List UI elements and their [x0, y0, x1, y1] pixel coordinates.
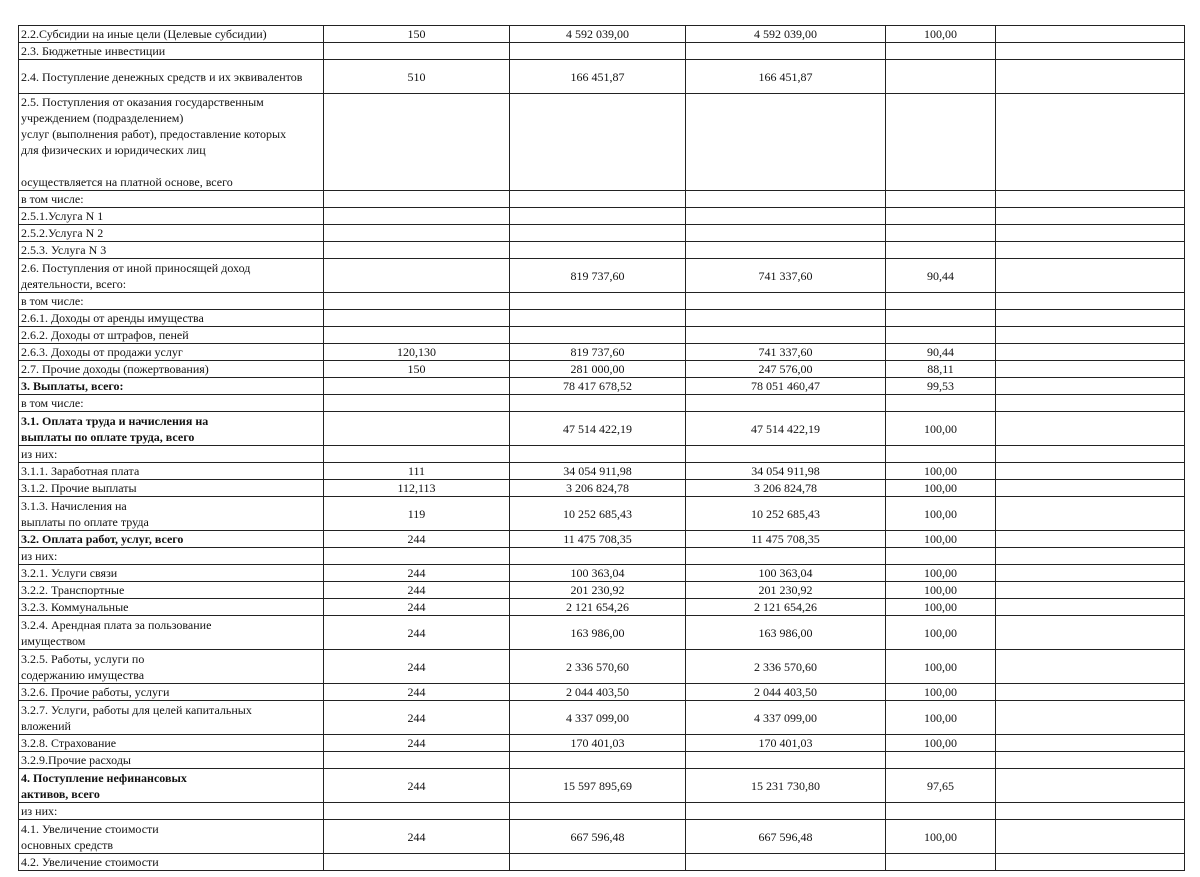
- row-label: 3.2.3. Коммунальные: [19, 599, 324, 616]
- row-actual-value: 47 514 422,19: [686, 412, 886, 446]
- row-actual-value: [686, 310, 886, 327]
- row-label: 2.7. Прочие доходы (пожертвования): [19, 361, 324, 378]
- row-planned-value: 163 986,00: [510, 616, 686, 650]
- row-label: 2.6.3. Доходы от продажи услуг: [19, 344, 324, 361]
- row-planned-value: [510, 225, 686, 242]
- row-percent: [886, 242, 996, 259]
- row-planned-value: 819 737,60: [510, 259, 686, 293]
- row-label: из них:: [19, 803, 324, 820]
- row-actual-value: 170 401,03: [686, 735, 886, 752]
- financial-report-table: [18, 25, 1185, 871]
- row-notes-cell: [996, 531, 1185, 548]
- row-planned-value: 3 206 824,78: [510, 480, 686, 497]
- row-label: 3.2.6. Прочие работы, услуги: [19, 684, 324, 701]
- row-actual-value: [686, 548, 886, 565]
- row-notes-cell: [996, 94, 1185, 191]
- row-percent: 100,00: [886, 650, 996, 684]
- row-percent: 100,00: [886, 684, 996, 701]
- row-actual-value: 3 206 824,78: [686, 480, 886, 497]
- table-row: [19, 43, 1185, 60]
- row-notes-cell: [996, 480, 1185, 497]
- table-row: [19, 752, 1185, 769]
- row-code: 244: [324, 565, 510, 582]
- row-label: 3.2.8. Страхование: [19, 735, 324, 752]
- row-label: 3.2.2. Транспортные: [19, 582, 324, 599]
- row-notes-cell: [996, 497, 1185, 531]
- table-row: [19, 293, 1185, 310]
- table-row: [19, 361, 1185, 378]
- row-percent: 90,44: [886, 344, 996, 361]
- row-notes-cell: [996, 616, 1185, 650]
- row-planned-value: 4 337 099,00: [510, 701, 686, 735]
- row-label: 2.4. Поступление денежных средств и их эквивалентов: [19, 60, 324, 94]
- row-planned-value: 201 230,92: [510, 582, 686, 599]
- table-row: [19, 480, 1185, 497]
- row-notes-cell: [996, 361, 1185, 378]
- table-row: [19, 497, 1185, 531]
- row-actual-value: [686, 803, 886, 820]
- row-actual-value: [686, 854, 886, 871]
- row-planned-value: [510, 208, 686, 225]
- row-notes-cell: [996, 259, 1185, 293]
- row-label: 4.2. Увеличение стоимости: [19, 854, 324, 871]
- row-label: 2.3. Бюджетные инвестиции: [19, 43, 324, 60]
- row-actual-value: [686, 395, 886, 412]
- row-percent: [886, 854, 996, 871]
- row-label: 3.2.1. Услуги связи: [19, 565, 324, 582]
- row-notes-cell: [996, 412, 1185, 446]
- table-row: [19, 650, 1185, 684]
- table-row: [19, 548, 1185, 565]
- row-actual-value: 2 121 654,26: [686, 599, 886, 616]
- row-label: из них:: [19, 548, 324, 565]
- row-actual-value: [686, 191, 886, 208]
- row-code: 120,130: [324, 344, 510, 361]
- row-percent: 100,00: [886, 497, 996, 531]
- row-percent: 100,00: [886, 531, 996, 548]
- table-row: [19, 854, 1185, 871]
- row-percent: 100,00: [886, 565, 996, 582]
- row-percent: [886, 43, 996, 60]
- row-percent: 100,00: [886, 582, 996, 599]
- row-percent: 90,44: [886, 259, 996, 293]
- row-planned-value: 819 737,60: [510, 344, 686, 361]
- table-row: [19, 701, 1185, 735]
- row-planned-value: 15 597 895,69: [510, 769, 686, 803]
- row-label: 3.2.9.Прочие расходы: [19, 752, 324, 769]
- row-code: 112,113: [324, 480, 510, 497]
- row-actual-value: [686, 752, 886, 769]
- row-code: [324, 191, 510, 208]
- row-notes-cell: [996, 242, 1185, 259]
- row-planned-value: 47 514 422,19: [510, 412, 686, 446]
- row-planned-value: 11 475 708,35: [510, 531, 686, 548]
- row-code: [324, 378, 510, 395]
- table-row: [19, 582, 1185, 599]
- row-code: [324, 548, 510, 565]
- row-percent: 100,00: [886, 412, 996, 446]
- row-percent: [886, 446, 996, 463]
- row-planned-value: [510, 327, 686, 344]
- row-planned-value: [510, 395, 686, 412]
- row-code: [324, 242, 510, 259]
- row-notes-cell: [996, 820, 1185, 854]
- row-label: 2.5.1.Услуга N 1: [19, 208, 324, 225]
- row-actual-value: [686, 43, 886, 60]
- row-actual-value: 741 337,60: [686, 259, 886, 293]
- table-row: [19, 94, 1185, 191]
- row-code: [324, 327, 510, 344]
- row-code: 244: [324, 684, 510, 701]
- row-label: в том числе:: [19, 191, 324, 208]
- row-percent: [886, 60, 996, 94]
- table-row: [19, 803, 1185, 820]
- row-code: [324, 803, 510, 820]
- row-code: 244: [324, 769, 510, 803]
- row-percent: 100,00: [886, 701, 996, 735]
- row-percent: [886, 395, 996, 412]
- table-row: [19, 599, 1185, 616]
- row-label: 2.5. Поступления от оказания государственным учреждением (подразделением) услуг (выполнения работ), предоставление которых для физических и юридических лиц осуществляется на платной основе, всего: [19, 94, 324, 191]
- row-percent: 100,00: [886, 735, 996, 752]
- row-code: 244: [324, 735, 510, 752]
- row-planned-value: 78 417 678,52: [510, 378, 686, 395]
- row-planned-value: 281 000,00: [510, 361, 686, 378]
- row-code: [324, 43, 510, 60]
- row-code: [324, 854, 510, 871]
- row-label: 3.2.7. Услуги, работы для целей капитальных вложений: [19, 701, 324, 735]
- row-percent: [886, 752, 996, 769]
- row-actual-value: 34 054 911,98: [686, 463, 886, 480]
- row-label: 2.2.Субсидии на иные цели (Целевые субсидии): [19, 26, 324, 43]
- row-label: из них:: [19, 446, 324, 463]
- table-row: [19, 310, 1185, 327]
- row-code: [324, 412, 510, 446]
- row-notes-cell: [996, 803, 1185, 820]
- row-percent: [886, 310, 996, 327]
- row-percent: [886, 548, 996, 565]
- table-row: [19, 378, 1185, 395]
- row-actual-value: 741 337,60: [686, 344, 886, 361]
- row-label: 3.1. Оплата труда и начисления на выплаты по оплате труда, всего: [19, 412, 324, 446]
- row-actual-value: 100 363,04: [686, 565, 886, 582]
- row-label: 3. Выплаты, всего:: [19, 378, 324, 395]
- row-planned-value: [510, 242, 686, 259]
- row-label: 2.6.2. Доходы от штрафов, пеней: [19, 327, 324, 344]
- report-sheet: [18, 25, 1185, 871]
- row-actual-value: [686, 293, 886, 310]
- row-notes-cell: [996, 548, 1185, 565]
- row-percent: 97,65: [886, 769, 996, 803]
- row-code: 244: [324, 582, 510, 599]
- row-notes-cell: [996, 769, 1185, 803]
- row-percent: [886, 94, 996, 191]
- table-row: [19, 684, 1185, 701]
- row-actual-value: 2 336 570,60: [686, 650, 886, 684]
- table-row: [19, 463, 1185, 480]
- row-code: [324, 293, 510, 310]
- row-notes-cell: [996, 378, 1185, 395]
- row-planned-value: 34 054 911,98: [510, 463, 686, 480]
- table-row: [19, 820, 1185, 854]
- row-notes-cell: [996, 565, 1185, 582]
- row-notes-cell: [996, 344, 1185, 361]
- row-label: 2.6.1. Доходы от аренды имущества: [19, 310, 324, 327]
- row-notes-cell: [996, 225, 1185, 242]
- row-label: 3.1.1. Заработная плата: [19, 463, 324, 480]
- row-code: 150: [324, 361, 510, 378]
- row-notes-cell: [996, 684, 1185, 701]
- table-row: [19, 531, 1185, 548]
- row-code: [324, 310, 510, 327]
- row-actual-value: 10 252 685,43: [686, 497, 886, 531]
- row-percent: [886, 208, 996, 225]
- row-code: 244: [324, 820, 510, 854]
- row-actual-value: [686, 242, 886, 259]
- row-actual-value: 166 451,87: [686, 60, 886, 94]
- row-planned-value: [510, 94, 686, 191]
- row-percent: 88,11: [886, 361, 996, 378]
- row-notes-cell: [996, 752, 1185, 769]
- row-planned-value: 100 363,04: [510, 565, 686, 582]
- row-percent: 100,00: [886, 616, 996, 650]
- row-notes-cell: [996, 701, 1185, 735]
- row-percent: 100,00: [886, 480, 996, 497]
- row-notes-cell: [996, 446, 1185, 463]
- row-planned-value: 667 596,48: [510, 820, 686, 854]
- row-percent: [886, 191, 996, 208]
- row-planned-value: [510, 803, 686, 820]
- row-label: в том числе:: [19, 395, 324, 412]
- row-notes-cell: [996, 26, 1185, 43]
- row-percent: 100,00: [886, 26, 996, 43]
- row-actual-value: 2 044 403,50: [686, 684, 886, 701]
- row-label: 4. Поступление нефинансовых активов, всего: [19, 769, 324, 803]
- row-code: 244: [324, 616, 510, 650]
- row-planned-value: [510, 293, 686, 310]
- row-notes-cell: [996, 310, 1185, 327]
- table-row: [19, 242, 1185, 259]
- row-notes-cell: [996, 854, 1185, 871]
- row-code: [324, 395, 510, 412]
- row-label: в том числе:: [19, 293, 324, 310]
- row-code: [324, 225, 510, 242]
- row-percent: [886, 225, 996, 242]
- row-actual-value: 163 986,00: [686, 616, 886, 650]
- row-percent: 99,53: [886, 378, 996, 395]
- row-label: 3.2.4. Арендная плата за пользование имуществом: [19, 616, 324, 650]
- row-percent: 100,00: [886, 820, 996, 854]
- row-planned-value: 10 252 685,43: [510, 497, 686, 531]
- row-code: [324, 752, 510, 769]
- table-row: [19, 26, 1185, 43]
- row-notes-cell: [996, 395, 1185, 412]
- row-percent: [886, 803, 996, 820]
- row-code: [324, 446, 510, 463]
- row-actual-value: 11 475 708,35: [686, 531, 886, 548]
- row-notes-cell: [996, 293, 1185, 310]
- row-label: 3.1.3. Начисления на выплаты по оплате труда: [19, 497, 324, 531]
- row-label: 2.5.2.Услуга N 2: [19, 225, 324, 242]
- table-row: [19, 616, 1185, 650]
- table-row: [19, 225, 1185, 242]
- row-notes-cell: [996, 43, 1185, 60]
- row-notes-cell: [996, 60, 1185, 94]
- row-planned-value: [510, 752, 686, 769]
- row-label: 2.5.3. Услуга N 3: [19, 242, 324, 259]
- table-row: [19, 565, 1185, 582]
- row-notes-cell: [996, 327, 1185, 344]
- table-row: [19, 259, 1185, 293]
- row-planned-value: [510, 548, 686, 565]
- row-label: 2.6. Поступления от иной приносящей доход деятельности, всего:: [19, 259, 324, 293]
- table-row: [19, 344, 1185, 361]
- row-notes-cell: [996, 650, 1185, 684]
- row-code: 244: [324, 701, 510, 735]
- row-actual-value: [686, 94, 886, 191]
- table-row: [19, 327, 1185, 344]
- row-notes-cell: [996, 191, 1185, 208]
- row-actual-value: [686, 225, 886, 242]
- row-actual-value: 4 592 039,00: [686, 26, 886, 43]
- row-code: [324, 259, 510, 293]
- row-notes-cell: [996, 463, 1185, 480]
- row-actual-value: [686, 446, 886, 463]
- row-notes-cell: [996, 735, 1185, 752]
- row-planned-value: 166 451,87: [510, 60, 686, 94]
- row-label: 4.1. Увеличение стоимости основных средств: [19, 820, 324, 854]
- table-row: [19, 395, 1185, 412]
- row-actual-value: 247 576,00: [686, 361, 886, 378]
- table-row: [19, 412, 1185, 446]
- row-code: 244: [324, 531, 510, 548]
- row-notes-cell: [996, 599, 1185, 616]
- row-percent: 100,00: [886, 463, 996, 480]
- row-planned-value: 2 336 570,60: [510, 650, 686, 684]
- row-planned-value: 170 401,03: [510, 735, 686, 752]
- row-planned-value: 2 121 654,26: [510, 599, 686, 616]
- row-notes-cell: [996, 208, 1185, 225]
- row-code: 111: [324, 463, 510, 480]
- row-actual-value: 4 337 099,00: [686, 701, 886, 735]
- table-row: [19, 60, 1185, 94]
- row-notes-cell: [996, 582, 1185, 599]
- row-actual-value: 78 051 460,47: [686, 378, 886, 395]
- row-code: [324, 94, 510, 191]
- table-body: [19, 26, 1185, 871]
- row-planned-value: [510, 446, 686, 463]
- row-percent: [886, 293, 996, 310]
- row-code: [324, 208, 510, 225]
- row-code: 244: [324, 650, 510, 684]
- row-percent: 100,00: [886, 599, 996, 616]
- row-label: 3.2. Оплата работ, услуг, всего: [19, 531, 324, 548]
- row-actual-value: 201 230,92: [686, 582, 886, 599]
- row-actual-value: [686, 208, 886, 225]
- row-planned-value: 4 592 039,00: [510, 26, 686, 43]
- row-code: 510: [324, 60, 510, 94]
- table-row: [19, 208, 1185, 225]
- row-percent: [886, 327, 996, 344]
- row-code: 244: [324, 599, 510, 616]
- row-planned-value: [510, 191, 686, 208]
- row-label: 3.2.5. Работы, услуги по содержанию имущества: [19, 650, 324, 684]
- row-label: 3.1.2. Прочие выплаты: [19, 480, 324, 497]
- table-row: [19, 191, 1185, 208]
- row-planned-value: [510, 854, 686, 871]
- row-planned-value: [510, 43, 686, 60]
- row-actual-value: 667 596,48: [686, 820, 886, 854]
- row-code: 150: [324, 26, 510, 43]
- table-row: [19, 769, 1185, 803]
- table-row: [19, 446, 1185, 463]
- table-row: [19, 735, 1185, 752]
- row-planned-value: 2 044 403,50: [510, 684, 686, 701]
- row-planned-value: [510, 310, 686, 327]
- row-code: 119: [324, 497, 510, 531]
- row-actual-value: 15 231 730,80: [686, 769, 886, 803]
- row-actual-value: [686, 327, 886, 344]
